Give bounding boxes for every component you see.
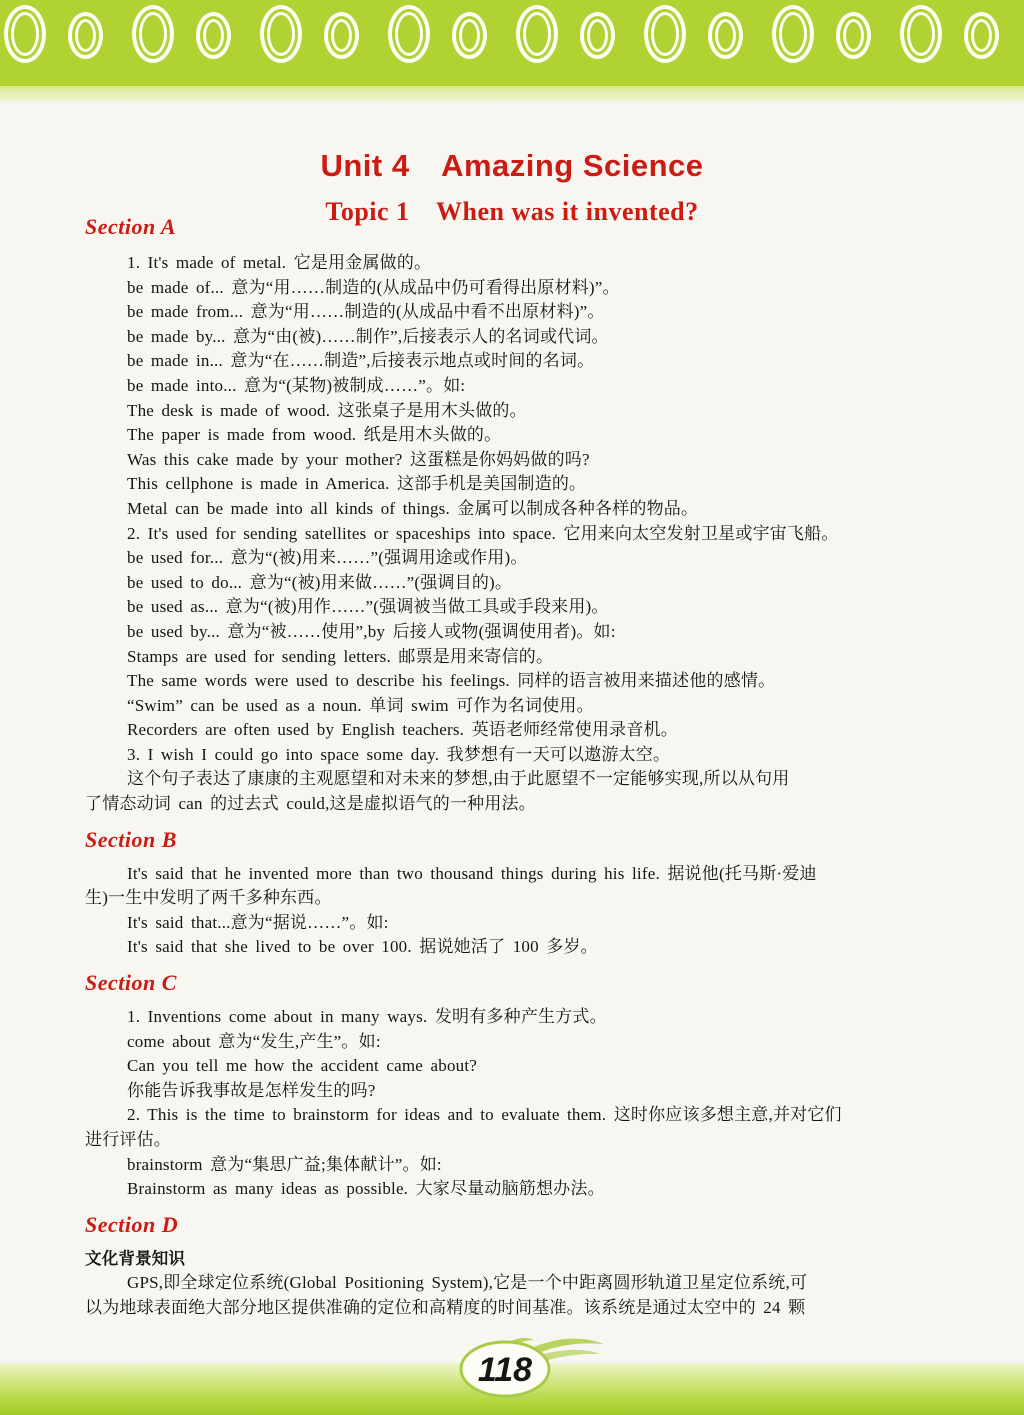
ring-ornament — [580, 12, 615, 59]
text-line: It's said that...意为“据说……”。如: — [127, 912, 389, 932]
text-line: be made by... 意为“由(被)……制作”,后接表示人的名词或代词。 — [127, 326, 609, 346]
page-number: 118 — [477, 1351, 533, 1389]
text-line: 这个句子表达了康康的主观愿望和对未来的梦想,由于此愿望不一定能够实现,所以从句用 — [127, 769, 790, 789]
text-line: Was this cake made by your mother? 这蛋糕是你妈妈做的吗? — [127, 449, 590, 469]
text-line: be made into... 意为“(某物)被制成……”。如: — [127, 375, 466, 395]
text-line: 2. This is the time to brainstorm for ideas and to evaluate them. 这时你应该多想主意,并对它们 — [127, 1105, 842, 1125]
ring-ornament — [260, 5, 302, 63]
text-line: It's said that he invented more than two thousand things during his life. 据说他(托马斯·爱迪 — [127, 863, 817, 883]
text-line: 生)一生中发明了两千多种东西。 — [85, 888, 332, 908]
text-line: 进行评估。 — [85, 1130, 171, 1149]
text-line: be made of... 意为“用……制造的(从成品中仍可看得出原材料)”。 — [127, 277, 620, 297]
text-line: Recorders are often used by English teachers. 英语老师经常使用录音机。 — [127, 720, 678, 740]
ring-ornament — [836, 12, 871, 59]
ring-ornament — [132, 5, 174, 63]
text-line: be made in... 意为“在……制造”,后接表示地点或时间的名词。 — [127, 351, 595, 371]
text-line: This cellphone is made in America. 这部手机是美国制造的。 — [127, 474, 587, 494]
text-line: 以为地球表面绝大部分地区提供准确的定位和高精度的时间基准。该系统是通过太空中的 24 颗 — [85, 1297, 806, 1317]
text-line: The paper is made from wood. 纸是用木头做的。 — [127, 425, 502, 445]
text-line: be used for... 意为“(被)用来……”(强调用途或作用)。 — [127, 548, 528, 568]
text-line: be used by... 意为“被……使用”,by 后接人或物(强调使用者)。如: — [127, 621, 616, 641]
text-line: Stamps are used for sending letters. 邮票是用来寄信的。 — [127, 646, 554, 666]
topic-title: Topic 1 When was it invented? — [325, 197, 699, 226]
ring-ornament — [324, 12, 359, 59]
text-line: 文化背景知识 — [85, 1249, 186, 1268]
text-line: The same words were used to describe his feelings. 同样的语言被用来描述他的感情。 — [127, 671, 776, 691]
ring-ornament — [516, 5, 558, 63]
text-line: brainstorm 意为“集思广益;集体献计”。如: — [127, 1154, 442, 1174]
section — [85, 970, 1006, 1202]
decorative-top-border — [0, 0, 1024, 86]
text-line: 了情态动词 can 的过去式 could,这是虚拟语气的一种用法。 — [85, 794, 536, 814]
ring-ornament — [644, 5, 686, 63]
page-body — [0, 102, 1024, 1327]
ring-ornament — [964, 12, 999, 59]
text-line: The desk is made of wood. 这张桌子是用木头做的。 — [127, 400, 527, 420]
ring-ornament — [452, 12, 487, 59]
ring-ornament — [772, 5, 814, 63]
ring-ornament — [388, 5, 430, 63]
section — [85, 1212, 1006, 1321]
text-line: 1. It's made of metal. 它是用金属做的。 — [127, 253, 432, 272]
section-heading: Section C — [85, 970, 177, 996]
text-line: It's said that she lived to be over 100. 据说她活了 100 多岁。 — [127, 937, 598, 957]
text-line: 3. I wish I could go into space some day. 我梦想有一天可以遨游太空。 — [127, 744, 671, 764]
text-line: Can you tell me how the accident came about? — [127, 1056, 478, 1076]
ring-ornament — [900, 5, 942, 63]
unit-title: Unit 4 Amazing Science — [320, 148, 704, 183]
text-line: be made from... 意为“用……制造的(从成品中看不出原材料)”。 — [127, 302, 605, 322]
section-heading: Section B — [85, 826, 177, 852]
content — [0, 214, 1024, 1321]
text-line: 你能告诉我事故是怎样发生的吗? — [127, 1080, 376, 1100]
text-line: “Swim” can be used as a noun. 单词 swim 可作为名词使用。 — [127, 695, 594, 715]
text-line: GPS,即全球定位系统(Global Positioning System),它是一个中距离圆形轨道卫星定位系统,可 — [127, 1273, 808, 1293]
ring-ornament — [68, 12, 103, 59]
ring-ornament — [708, 12, 743, 59]
text-line: Metal can be made into all kinds of things. 金属可以制成各种各样的物品。 — [127, 498, 699, 518]
ring-ornament — [196, 12, 231, 59]
top-border-fade — [0, 86, 1024, 102]
section — [85, 827, 1006, 960]
section-heading: Section A — [85, 214, 177, 239]
section — [85, 214, 1006, 817]
text-line: come about 意为“发生,产生”。如: — [127, 1031, 381, 1051]
text-line: Brainstorm as many ideas as possible. 大家尽量动脑筋想办法。 — [127, 1179, 605, 1199]
text-line: be used as... 意为“(被)用作……”(强调被当做工具或手段来用)。 — [127, 597, 609, 617]
page-number-badge — [432, 1330, 622, 1400]
text-line: be used to do... 意为“(被)用来做……”(强调目的)。 — [127, 572, 513, 592]
section-heading: Section D — [85, 1211, 179, 1237]
ring-ornament — [4, 5, 46, 63]
text-line: 1. Inventions come about in many ways. 发明有多种产生方式。 — [127, 1007, 607, 1027]
text-line: 2. It's used for sending satellites or spaceships into space. 它用来向太空发射卫星或宇宙飞船。 — [127, 523, 839, 543]
